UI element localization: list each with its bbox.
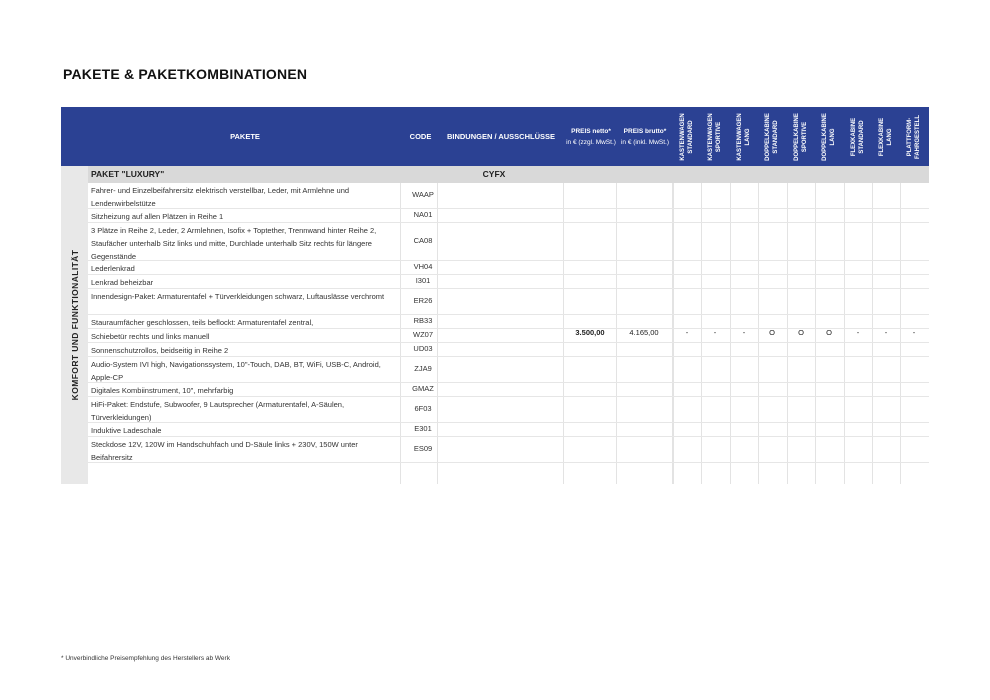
table-row bbox=[88, 223, 929, 261]
item-code: NA01 bbox=[413, 210, 433, 219]
availability-mark: - bbox=[856, 328, 860, 337]
header-variant-label: KASTENWAGEN STANDARD bbox=[680, 112, 694, 161]
price-netto: 3.500,00 bbox=[575, 328, 605, 337]
header-variant-label: FLEXKABINE LANG bbox=[879, 117, 893, 156]
table-row bbox=[88, 315, 929, 329]
header-variant-label: DOPPELKABINE LANG bbox=[822, 112, 836, 161]
header-code: CODE bbox=[409, 132, 432, 141]
availability-mark: O bbox=[769, 328, 775, 337]
table-row bbox=[88, 261, 929, 275]
item-code: WZ07 bbox=[412, 330, 433, 339]
header-variant-label: DOPPELKABINE STANDARD bbox=[765, 112, 779, 161]
package-row bbox=[88, 166, 929, 183]
item-code: ER26 bbox=[413, 296, 433, 305]
item-description: Induktive Ladeschale bbox=[91, 426, 162, 435]
header-variant bbox=[730, 107, 758, 166]
footnote: * Unverbindliche Preisempfehlung des Herstellers ab Werk bbox=[61, 655, 230, 662]
header-bindungen: BINDUNGEN / AUSSCHLÜSSE bbox=[446, 132, 556, 141]
header-variant bbox=[673, 107, 701, 166]
header-variant bbox=[900, 107, 928, 166]
item-description: Lenkrad beheizbar bbox=[91, 278, 154, 287]
package-code: CYFX bbox=[482, 169, 506, 179]
header-pakete: PAKETE bbox=[230, 132, 260, 141]
category-label: KOMFORT UND FUNKTIONALITÄT bbox=[69, 249, 80, 401]
availability-mark: - bbox=[742, 328, 746, 337]
item-description: Audio-System IVI high, Navigationssystem, 10"-Touch, DAB, BT, WiFi, USB-C, Android, Apple-CP bbox=[91, 360, 381, 382]
header-variant-label: KASTENWAGEN SPORTIVE bbox=[708, 112, 722, 161]
item-description: Sitzheizung auf allen Plätzen in Reihe 1 bbox=[91, 212, 224, 221]
availability-mark: - bbox=[884, 328, 888, 337]
header-variant-label: PLATTFORM- FAHRGESTELL bbox=[907, 114, 921, 159]
item-code: ZJA9 bbox=[414, 364, 432, 373]
header-variant-label: FLEXKABINE STANDARD bbox=[851, 117, 865, 156]
item-code: GMAZ bbox=[412, 384, 434, 393]
page-title: PAKETE & PAKETKOMBINATIONEN bbox=[63, 66, 308, 82]
table-row bbox=[88, 383, 929, 397]
header-preis-brutto-sub: in € (inkl. MwSt.) bbox=[620, 138, 670, 146]
category-sidebar bbox=[61, 166, 88, 484]
header-variant bbox=[758, 107, 786, 166]
table-row bbox=[88, 397, 929, 423]
item-description: Fahrer- und Einzelbeifahrersitz elektrisch verstellbar, Leder, mit Armlehne und Lendenwirbelstütze bbox=[91, 186, 350, 208]
header-preis-brutto bbox=[618, 107, 672, 166]
header-variant bbox=[701, 107, 729, 166]
table-row bbox=[88, 289, 929, 315]
table-row bbox=[88, 357, 929, 383]
table-row bbox=[88, 343, 929, 357]
availability-mark: - bbox=[685, 328, 689, 337]
table-row bbox=[88, 437, 929, 463]
header-variant bbox=[872, 107, 900, 166]
header-preis-netto-label: PREIS netto* bbox=[571, 127, 611, 135]
item-code: CA08 bbox=[413, 236, 433, 245]
header-preis-netto-sub: in € (zzgl. MwSt.) bbox=[566, 138, 616, 146]
item-description: Schiebetür rechts und links manuell bbox=[91, 332, 210, 341]
table-row bbox=[88, 275, 929, 289]
item-description: Steckdose 12V, 120W im Handschuhfach und D-Säule links + 230V, 150W unter Beifahrersitz bbox=[91, 440, 358, 462]
item-description: Stauraumfächer geschlossen, teils beflockt: Armaturentafel zentral, bbox=[91, 318, 314, 327]
availability-mark: O bbox=[798, 328, 804, 337]
item-description: 3 Plätze in Reihe 2, Leder, 2 Armlehnen, Isofix + Toptether, Trennwand hinter Reihe 2, Staufächer unterhalb Sitz links und mitte, Durchlade unterhalb Sitz rechts für längere Gegenstände bbox=[91, 226, 377, 261]
price-brutto: 4.165,00 bbox=[629, 328, 659, 337]
item-code: 6F03 bbox=[414, 404, 432, 413]
table-header bbox=[61, 107, 929, 166]
availability-mark: - bbox=[713, 328, 717, 337]
header-variant bbox=[815, 107, 843, 166]
table-row bbox=[88, 423, 929, 437]
header-preis-brutto-label: PREIS brutto* bbox=[623, 127, 667, 135]
header-variant bbox=[844, 107, 872, 166]
availability-mark: - bbox=[912, 328, 916, 337]
item-code: VH04 bbox=[413, 262, 433, 271]
item-code: RB33 bbox=[413, 316, 433, 325]
package-name: PAKET "LUXURY" bbox=[91, 169, 165, 179]
table-row bbox=[88, 209, 929, 223]
item-description: Digitales Kombiinstrument, 10", mehrfarbig bbox=[91, 386, 234, 395]
header-variant bbox=[787, 107, 815, 166]
item-description: Sonnenschutzrollos, beidseitig in Reihe 2 bbox=[91, 346, 229, 355]
header-variant-label: DOPPELKABINE SPORTIVE bbox=[794, 112, 808, 161]
availability-mark: O bbox=[826, 328, 832, 337]
header-variant-label: KASTENWAGEN LANG bbox=[737, 112, 751, 161]
item-code: ES09 bbox=[413, 444, 433, 453]
table-row bbox=[88, 183, 929, 209]
item-code: I301 bbox=[415, 276, 431, 285]
header-preis-netto bbox=[565, 107, 617, 166]
item-description: Lederlenkrad bbox=[91, 264, 135, 273]
item-code: E301 bbox=[414, 424, 432, 433]
item-description: HiFi-Paket: Endstufe, Subwoofer, 9 Lautsprecher (Armaturentafel, A-Säulen, Türverkleidungen) bbox=[91, 400, 345, 422]
item-code: WAAP bbox=[412, 190, 434, 199]
item-code: UD03 bbox=[413, 344, 433, 353]
item-description: Innendesign-Paket: Armaturentafel + Türverkleidungen schwarz, Luftauslässe verchromt bbox=[91, 292, 385, 301]
